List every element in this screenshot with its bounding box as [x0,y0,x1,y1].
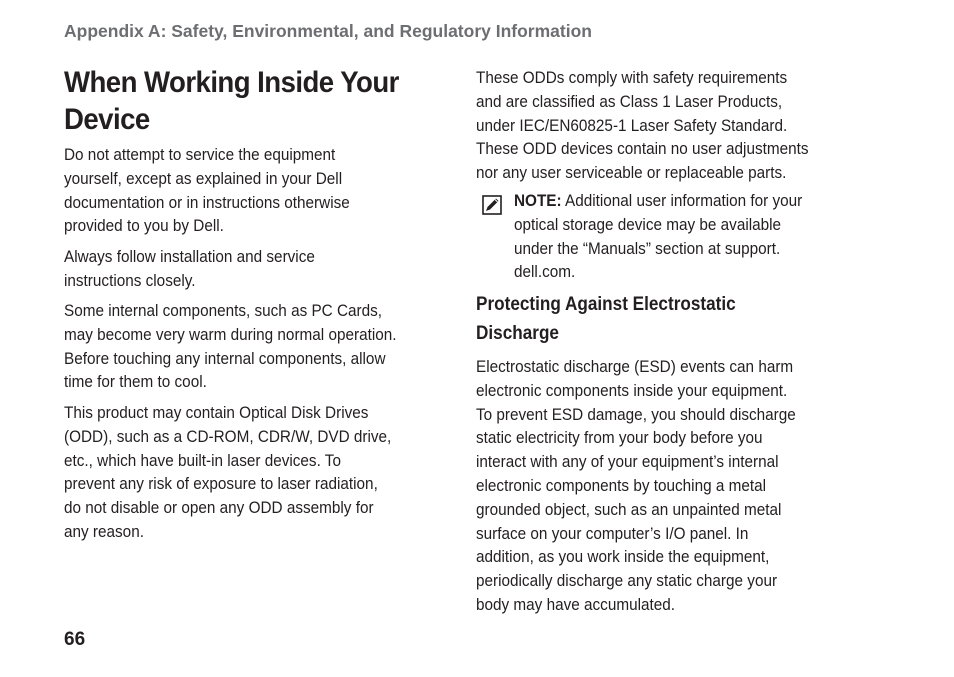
components-heat-paragraph: Some internal components, such as PC Cards, may become very warm during normal operation. Before touching any internal components, allow time for them to cool. [64,301,397,392]
esd-heading: Protecting Against Electrostatic Discharge [476,293,736,344]
odd-compliance-paragraph: These ODDs comply with safety requirements and are classified as Class 1 Laser Products, under IEC/EN60825-1 Laser Safety Standard. These ODD devices contain no user adjustments nor any user serviceable or replaceable parts. [476,68,809,183]
note-text [514,189,874,284]
note-label: NOTE: [514,191,562,210]
esd-paragraph: Electrostatic discharge (ESD) events can harm electronic components inside your equipment. To prevent ESD damage, you should discharge static electricity from your body before you interact with any of your equipment’s internal electronic components by touching a metal grounded object, such as an unpainted metal surface on your computer’s I/O panel. In addition, as you work inside the equipment, periodically discharge any static charge your body may have accumulated. [476,357,796,614]
note-body: Additional user information for your optical storage device may be available under the “Manuals” section at support. dell.com. [514,191,803,282]
odd-laser-paragraph: This product may contain Optical Disk Drives (ODD), such as a CD-ROM, CDR/W, DVD drive, etc., which have built-in laser devices. To prevent any risk of exposure to laser radiation, do not disable or open any ODD assembly for any reason. [64,403,392,541]
page-title: When Working Inside Your Device [64,66,399,136]
note-pencil-icon [482,195,502,215]
service-paragraph: Do not attempt to service the equipment yourself, except as explained in your Dell documentation or in instructions otherwise provided to you by Dell. [64,145,350,236]
running-header: Appendix A: Safety, Environmental, and Regulatory Information [64,21,592,41]
page-number: 66 [64,629,86,650]
instructions-paragraph: Always follow installation and service instructions closely. [64,247,315,290]
